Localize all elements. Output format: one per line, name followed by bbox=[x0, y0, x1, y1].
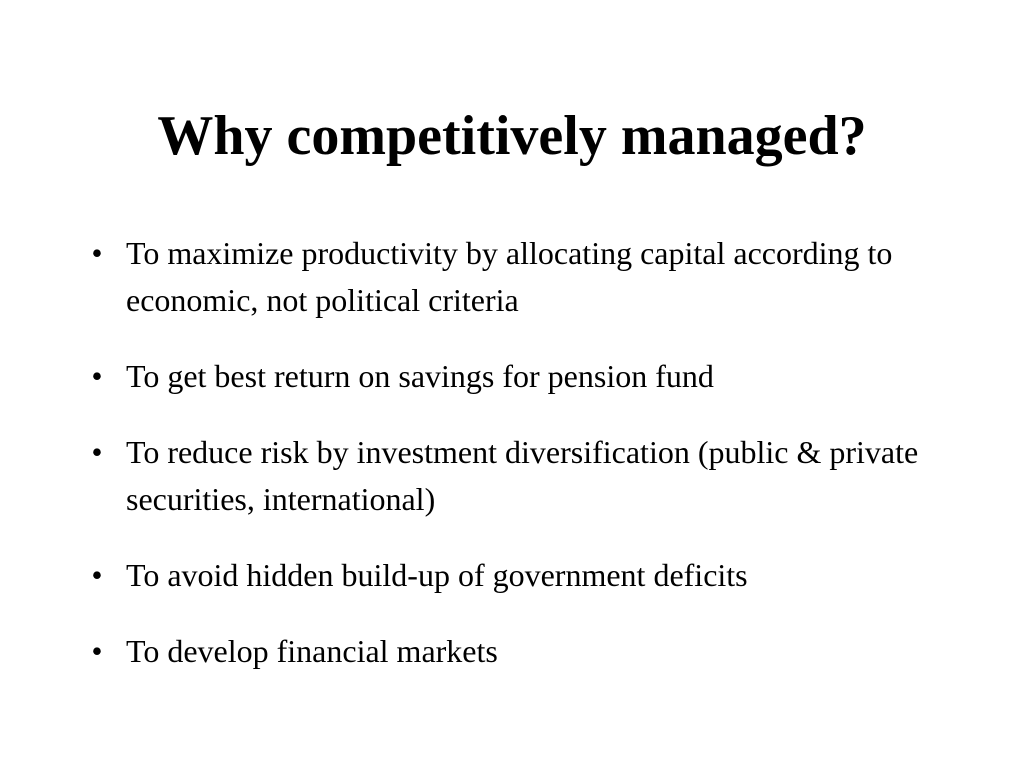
bullet-list bbox=[82, 230, 962, 704]
bullet-text: To reduce risk by investment diversification (public & private securities, international) bbox=[126, 434, 919, 517]
bullet-icon: • bbox=[91, 557, 103, 593]
bullet-text: To maximize productivity by allocating capital according to economic, not political criteria bbox=[126, 235, 893, 318]
bullet-text: To develop financial markets bbox=[126, 633, 498, 669]
bullet-icon: • bbox=[91, 633, 103, 669]
bullet-item bbox=[82, 552, 962, 599]
bullet-text: To avoid hidden build-up of government deficits bbox=[126, 557, 748, 593]
bullet-icon: • bbox=[91, 434, 103, 470]
bullet-icon: • bbox=[91, 235, 103, 271]
slide-title: Why competitively managed? bbox=[157, 105, 867, 167]
bullet-item bbox=[82, 230, 962, 324]
bullet-item bbox=[82, 628, 962, 675]
bullet-icon: • bbox=[91, 358, 103, 394]
bullet-text: To get best return on savings for pension fund bbox=[126, 358, 714, 394]
bullet-item bbox=[82, 353, 962, 400]
bullet-item bbox=[82, 429, 962, 523]
